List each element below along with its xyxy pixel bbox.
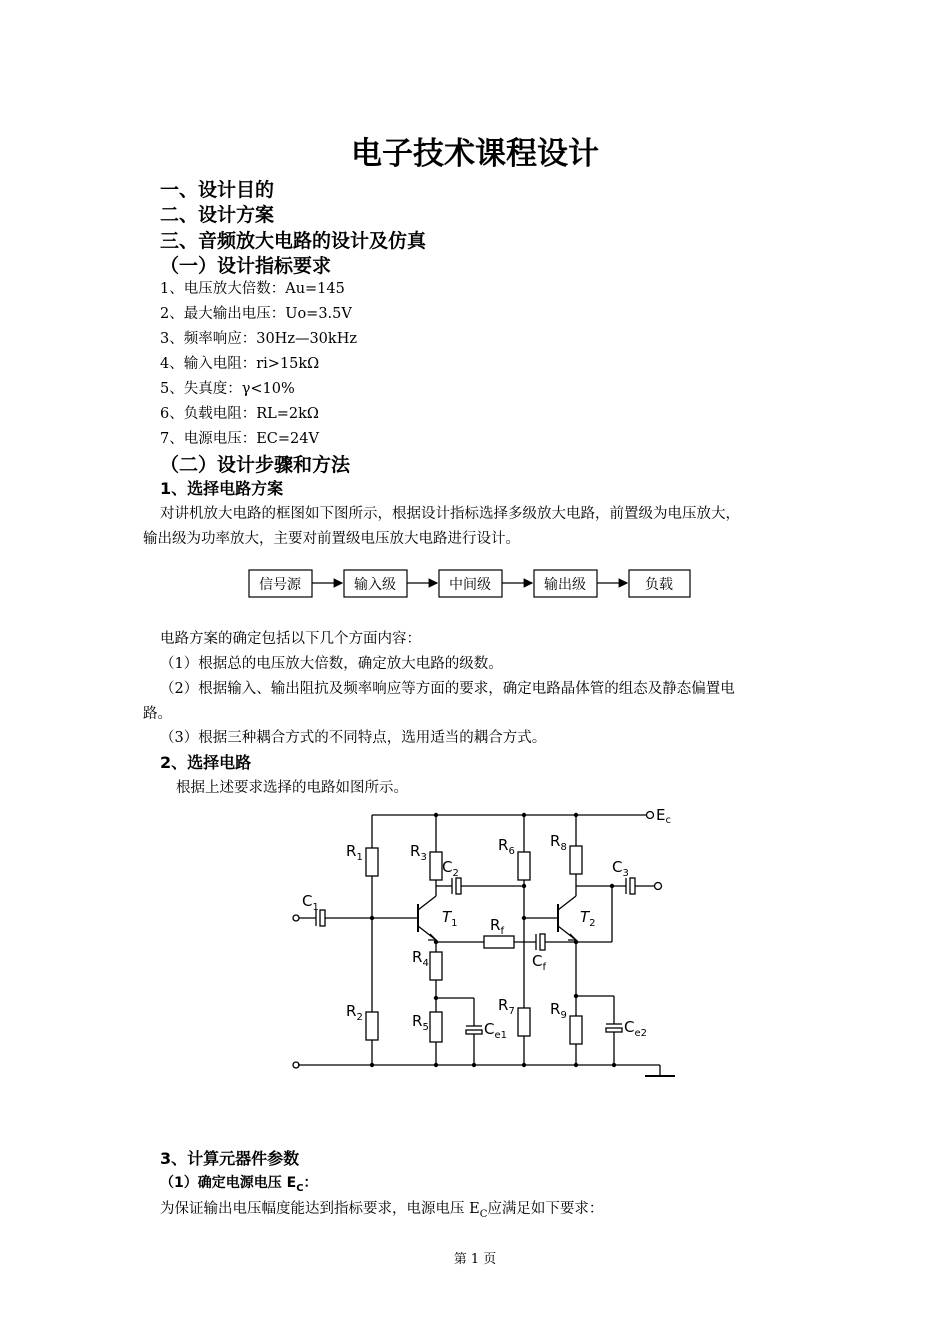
section-heading: 二、设计方案 (160, 204, 275, 226)
block-label: 输入级 (354, 577, 396, 593)
capacitor-ce1-plate (466, 1030, 482, 1034)
label-cf: $C_f$ (532, 952, 547, 973)
block-label: 信号源 (259, 577, 301, 593)
capacitor-ce2-plate (606, 1028, 622, 1032)
spec-item: 5、失真度：γ<10% (160, 381, 295, 397)
page-title: 电子技术课程设计 (351, 136, 599, 172)
resistor-r2 (366, 1012, 378, 1040)
label-ce2: $C_{e2}$ (624, 1018, 647, 1039)
label-t1: $T_1$ (442, 908, 458, 929)
label-r7: $R_7$ (498, 996, 515, 1017)
label-r2: $R_2$ (346, 1002, 363, 1023)
block-label: 输出级 (544, 577, 586, 593)
resistor-rf (484, 936, 514, 948)
label-rf: $R_f$ (490, 916, 504, 937)
label-r6: $R_6$ (498, 836, 515, 857)
label-r4: $R_4$ (412, 948, 429, 969)
resistor-r4 (430, 952, 442, 980)
block-label: 负载 (645, 577, 673, 593)
resistor-r6 (518, 852, 530, 880)
subsection-heading: （二）设计步骤和方法 (160, 454, 351, 476)
paragraph-line: 为保证输出电压幅度能达到指标要求，电源电压 $E_C$应满足如下要求： (160, 1201, 604, 1220)
list-item: （1）根据总的电压放大倍数，确定放大电路的级数。 (160, 656, 503, 672)
spec-item: 2、最大输出电压：Uo=3.5V (160, 306, 352, 322)
resistor-r7 (518, 1008, 530, 1036)
resistor-r3 (430, 852, 442, 880)
label-r8: $R_8$ (550, 832, 567, 853)
spec-item: 4、输入电阻：ri>15kΩ (160, 356, 320, 372)
section-heading: 一、设计目的 (160, 179, 275, 201)
spec-item: 7、电源电压：EC=24V (160, 431, 319, 447)
resistor-r5 (430, 1012, 442, 1042)
label-c2: $C_2$ (442, 858, 459, 879)
subsection-heading: （一）设计指标要求 (160, 255, 332, 277)
circuit-diagram (0, 800, 950, 1090)
spec-item: 6、负载电阻：RL=2kΩ (160, 406, 319, 422)
paragraph-line: 根据上述要求选择的电路如图所示。 (176, 780, 408, 796)
label-ce1: $C_{e1}$ (484, 1020, 507, 1041)
output-terminal (655, 883, 662, 890)
list-item: （2）根据输入、输出阻抗及频率响应等方面的要求，确定电路晶体管的组态及静态偏置电 (160, 681, 735, 697)
transistor-t2-collector (558, 896, 576, 910)
subheading: （1）确定电源电压 $E_C$： (160, 1175, 318, 1194)
capacitor-cf-plate (540, 934, 545, 950)
resistor-r9 (570, 1016, 582, 1044)
label-r1: $R_1$ (346, 842, 363, 863)
spec-item: 1、电压放大倍数：Au=145 (160, 281, 345, 297)
label-r9: $R_9$ (550, 1000, 567, 1021)
resistor-r8 (570, 846, 582, 874)
capacitor-c2-plate (456, 878, 461, 894)
label-ec: $E_c$ (656, 806, 671, 826)
list-item: （3）根据三种耦合方式的不同特点，选用适当的耦合方式。 (160, 730, 547, 746)
block-label: 中间级 (449, 577, 491, 593)
label-t2: $T_2$ (580, 908, 596, 929)
label-c1: $C_1$ (302, 892, 319, 913)
input-terminal (293, 915, 299, 921)
label-c3: $C_3$ (612, 858, 629, 879)
spec-item: 3、频率响应：30Hz—30kHz (160, 331, 357, 347)
block-diagram (240, 560, 700, 606)
paragraph-line: 输出级为功率放大，主要对前置级电压放大电路进行设计。 (143, 531, 520, 547)
paragraph-line: 电路方案的确定包括以下几个方面内容： (160, 631, 421, 647)
label-r3: $R_3$ (410, 842, 427, 863)
label-r5: $R_5$ (412, 1012, 429, 1033)
capacitor-c1-plate (320, 910, 325, 926)
step-heading: 1、选择电路方案 (160, 479, 284, 498)
paragraph-line: 对讲机放大电路的框图如下图所示，根据设计指标选择多级放大电路，前置级为电压放大， (160, 506, 740, 522)
step-heading: 3、计算元器件参数 (160, 1149, 300, 1168)
terminal-ec (647, 812, 654, 819)
capacitor-c3-plate (630, 878, 635, 894)
resistor-r1 (366, 848, 378, 876)
page-footer: 第 1 页 (453, 1252, 497, 1267)
transistor-t1-collector (418, 896, 436, 910)
section-heading: 三、音频放大电路的设计及仿真 (160, 230, 427, 252)
list-item: 路。 (143, 706, 172, 722)
step-heading: 2、选择电路 (160, 753, 252, 772)
